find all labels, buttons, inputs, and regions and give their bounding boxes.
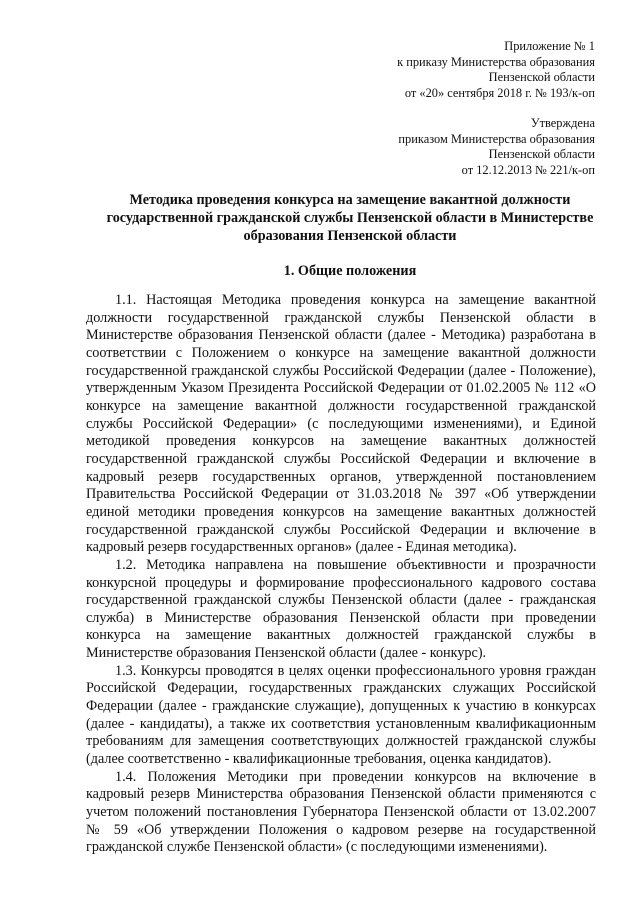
section-heading: 1. Общие положения [283, 263, 417, 279]
paragraph-1-2: 1.2. Методика направлена на повышение объективности и прозрачности конкурсной процедуры и формирование профессионального кадрового состава государственной гражданской службы Пензенской области (далее - гражданская служба) в Министерстве образования Пензенской области при проведении конкурса на замещение вакантных должностей гражданской службы в Министерстве образования Пензенской области (далее - конкурс). [86, 556, 596, 662]
paragraph-1-1: 1.1. Настоящая Методика проведения конкурса на замещение вакантной должности государственной гражданской службы Пензенской области в Министерстве образования Пензенской области (далее - Методика) разработана в соответствии с Положением о конкурсе на замещение вакантной должности государственной гражданской службы Российской Федерации (далее - Положение), утвержденным Указом Президента Российской Федерации от 01.02.2005 № 112 «О конкурсе на замещение вакантной должности государственной гражданской службы Российской Федерации» (с последующими изменениями), и Единой методикой проведения конкурсов на замещение вакантных должностей государственной гражданской службы Российской Федерации и включение в кадровый резерв государственных органов, утвержденной постановлением Правительства Российской Федерации от 31.03.2018 № 397 «Об утверждении единой методики проведения конкурсов на замещение вакантных должностей государственной гражданской службы Российской Федерации и включение в кадровый резерв государственных органов» (далее - Единая методика). [86, 292, 596, 556]
approval-region: Пензенской области [488, 147, 595, 162]
approval-label: Утверждена [530, 116, 595, 130]
approval-order-date: от 12.12.2013 № 221/к-оп [461, 162, 595, 177]
paragraph-1-4: 1.4. Положения Методики при проведении конкурсов на включение в кадровый резерв Министерства образования Пензенской области применяются с учетом положений постановления Губернатора Пензенской области от 13.02.2007 № 59 «Об утверждении Положения о кадровом резерве на государственной гражданской службе Пензенской области» (с последующими изменениями). [86, 768, 596, 856]
appendix-order-date: от «20» сентября 2018 г. № 193/к-оп [404, 85, 595, 100]
approval-header [398, 116, 595, 178]
approval-order-ref: приказом Министерства образования [398, 131, 595, 146]
appendix-number: Приложение № 1 [504, 39, 595, 53]
section-body [86, 292, 596, 857]
paragraph-1-3: 1.3. Конкурсы проводятся в целях оценки профессионального уровня граждан Российской Федерации, государственных гражданских служащих Российской Федерации (далее - гражданские служащие), допущенных к участию в конкурсах (далее - кандидаты), а также их соответствия установленным квалификационным требованиям для замещения соответствующих должностей гражданской службы (далее соответственно - квалификационные требования, оценка кандидатов). [86, 662, 596, 768]
appendix-header [397, 39, 595, 101]
document-title: Методика проведения конкурса на замещение вакантной должности государственной гражданской службы Пензенской области в Министерстве образования Пензенской области [106, 192, 594, 244]
appendix-order-ref: к приказу Министерства образования [397, 54, 595, 69]
appendix-region: Пензенской области [488, 70, 595, 85]
